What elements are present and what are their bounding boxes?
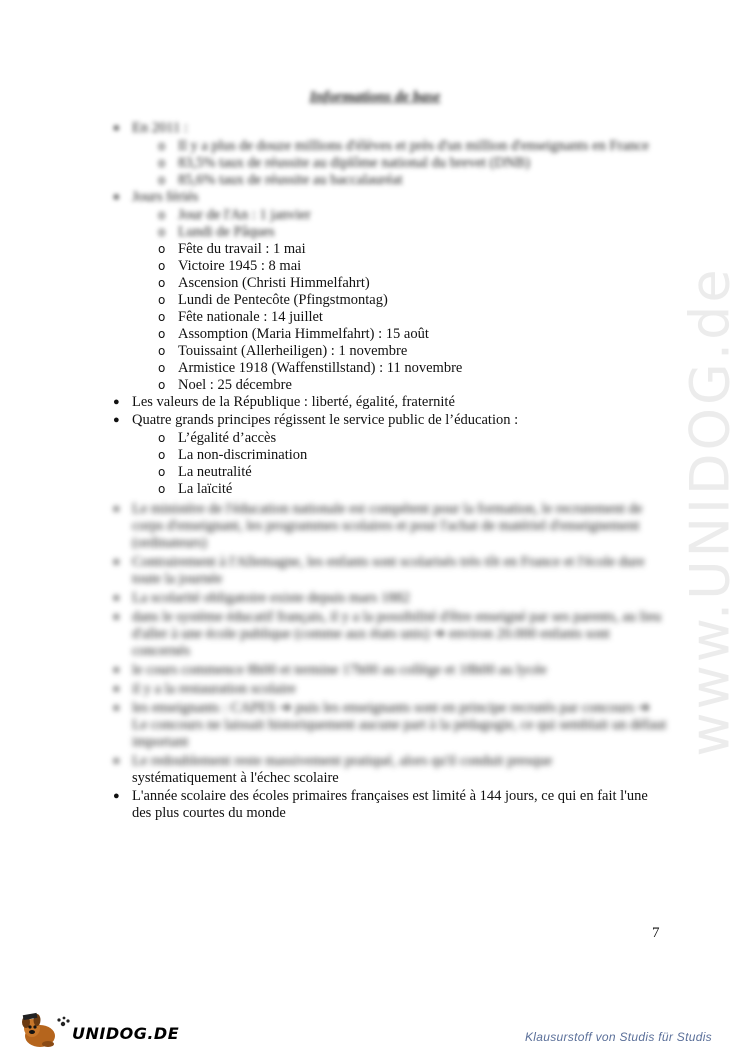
bullet-text: Le ministère de l'éducation nationale est compétent pour la formation, le recrutement de corps d'enseignant, les programmes scolaires et pour l'achat de matériel d'enseignement (ordinateurs) (132, 501, 643, 551)
bullet-text: Contrairement à l'Allemagne, les enfants sont scolarisés très tôt en France et l'école dure toute la journée (132, 554, 645, 587)
bullet-icon: ● (113, 191, 120, 203)
sub-list-item (112, 309, 667, 326)
list-item (112, 590, 667, 607)
sub-item-text: Fête du travail : 1 mai (178, 241, 306, 257)
sub-list-item (112, 360, 667, 377)
circle-bullet-icon: o (158, 208, 166, 222)
list-item (112, 662, 667, 679)
sub-item-text: Jour de l'An : 1 janvier (178, 207, 311, 223)
sub-list-item (112, 275, 667, 292)
sub-list-item (112, 447, 667, 464)
bullet-icon: ● (113, 664, 120, 676)
sub-list-item (112, 430, 667, 447)
bullet-text: le cours commence 8h00 et termine 17h00 au collège et 18h00 au lycée (132, 662, 547, 678)
sub-list-item (112, 464, 667, 481)
circle-bullet-icon: o (158, 259, 166, 273)
bullet-icon: ● (113, 702, 120, 714)
sub-item-text: Il y a plus de douze millions d'élèves et près d'un million d'enseignants en France (178, 138, 649, 154)
bullet-text: dans le système éducatif français, il y a la possibilité d'être enseigné par ses parents, au lieu d'aller à une école publique (comme aux états unis) ➔ environ 20.000 enfants sont concernés (132, 609, 662, 659)
values-text: Les valeurs de la République : liberté, égalité, fraternité (132, 394, 455, 410)
circle-bullet-icon: o (158, 327, 166, 341)
circle-bullet-icon: o (158, 310, 166, 324)
sub-list-item (112, 258, 667, 275)
list-item (112, 700, 667, 751)
bullet-icon: ● (113, 592, 120, 604)
list-item-redoublement (112, 753, 667, 787)
unidog-logo (18, 1010, 180, 1050)
bullet-text: il y a la restauration scolaire (132, 681, 296, 697)
bullet-icon: ● (113, 122, 120, 134)
bullet-text: La scolarité obligatoire existe depuis mars 1882 (132, 590, 410, 606)
list-item (112, 609, 667, 660)
circle-bullet-icon: o (158, 344, 166, 358)
redoublement-visible-line: systématiquement à l'échec scolaire (132, 770, 339, 786)
list-item-values (112, 394, 667, 411)
sub-list-item (112, 207, 667, 224)
section-blurred-bullets (112, 501, 667, 751)
bullet-icon: ● (113, 503, 120, 515)
list-item (112, 189, 667, 206)
principles-label: Quatre grands principes régissent le service public de l’éducation : (132, 412, 519, 428)
circle-bullet-icon: o (158, 156, 166, 170)
bullet-icon: ● (113, 683, 120, 695)
sub-list-item (112, 224, 667, 241)
list-item (112, 681, 667, 698)
page-number: 7 (652, 925, 660, 941)
section-2011 (112, 120, 667, 189)
sub-item-text: Lundi de Pâques (178, 224, 275, 240)
sub-list-item (112, 292, 667, 309)
list-item-school-days (112, 788, 667, 822)
list-item (112, 501, 667, 552)
sub-item-text: Lundi de Pentecôte (Pfingstmontag) (178, 292, 388, 308)
sub-list-item (112, 155, 667, 172)
sub-item-text: Noel : 25 décembre (178, 377, 292, 393)
sub-item-text: L’égalité d’accès (178, 430, 277, 446)
sub-item-text: 83,5% taux de réussite au diplôme national du brevet (DNB) (178, 155, 530, 171)
bullet-icon: ● (113, 611, 120, 623)
document-body (112, 120, 667, 823)
sub-list-item (112, 138, 667, 155)
circle-bullet-icon: o (158, 465, 166, 479)
circle-bullet-icon: o (158, 276, 166, 290)
sub-item-text: Ascension (Christi Himmelfahrt) (178, 275, 370, 291)
circle-bullet-icon: o (158, 173, 166, 187)
sub-item-text: Victoire 1945 : 8 mai (178, 258, 302, 274)
footer-tagline: Klausurstoff von Studis für Studis (525, 1030, 712, 1044)
sub-list-item (112, 343, 667, 360)
circle-bullet-icon: o (158, 225, 166, 239)
dog-mascot-icon (18, 1010, 74, 1050)
sub-item-text: La neutralité (178, 464, 252, 480)
redoublement-blurred-line: Le redoublement reste massivement pratiqué, alors qu'il conduit presque (132, 753, 553, 769)
watermark: www.UNIDOG.de (678, 266, 742, 757)
bullet-icon: ● (113, 396, 120, 408)
sub-list-item (112, 241, 667, 258)
bullet-icon: ● (113, 414, 120, 426)
bullet-icon: ● (113, 790, 120, 802)
sub-item-text: Assomption (Maria Himmelfahrt) : 15 août (178, 326, 429, 342)
bullet-icon: ● (113, 556, 120, 568)
sub-item-text: La laïcité (178, 481, 233, 497)
sub-item-text: 85,6% taux de réussite au baccalauréat (178, 172, 403, 188)
section-holidays (112, 189, 667, 394)
circle-bullet-icon: o (158, 482, 166, 496)
sub-list-item (112, 481, 667, 498)
circle-bullet-icon: o (158, 293, 166, 307)
circle-bullet-icon: o (158, 139, 166, 153)
circle-bullet-icon: o (158, 242, 166, 256)
sub-list-item (112, 377, 667, 394)
school-days-text: L'année scolaire des écoles primaires françaises est limité à 144 jours, ce qui en fait l'une des plus courtes du monde (132, 788, 648, 821)
circle-bullet-icon: o (158, 448, 166, 462)
list-item (112, 412, 667, 429)
circle-bullet-icon: o (158, 431, 166, 445)
sub-item-text: Armistice 1918 (Waffenstillstand) : 11 novembre (178, 360, 463, 376)
logo-text: UNIDOG.DE (72, 1024, 180, 1043)
bullet-text: les enseignants : CAPES ➔ puis les enseignants sont en principe recrutés par concours ➔ Le concours ne laissait historiquement aucune part à la pédagogie, ce qui semblait un défaut important (132, 700, 667, 750)
sub-list-item (112, 172, 667, 189)
circle-bullet-icon: o (158, 361, 166, 375)
circle-bullet-icon: o (158, 378, 166, 392)
bullet-icon: ● (113, 755, 120, 767)
sub-item-text: Fête nationale : 14 juillet (178, 309, 323, 325)
section-principles (112, 412, 667, 498)
sub-list-item (112, 326, 667, 343)
sub-item-text: Touissaint (Allerheiligen) : 1 novembre (178, 343, 408, 359)
page-title: Informations de base (309, 89, 441, 105)
holidays-label: Jours fériés (132, 189, 199, 205)
list-item (112, 120, 667, 137)
section-2011-label: En 2011 : (132, 120, 188, 136)
sub-item-text: La non-discrimination (178, 447, 308, 463)
list-item (112, 554, 667, 588)
